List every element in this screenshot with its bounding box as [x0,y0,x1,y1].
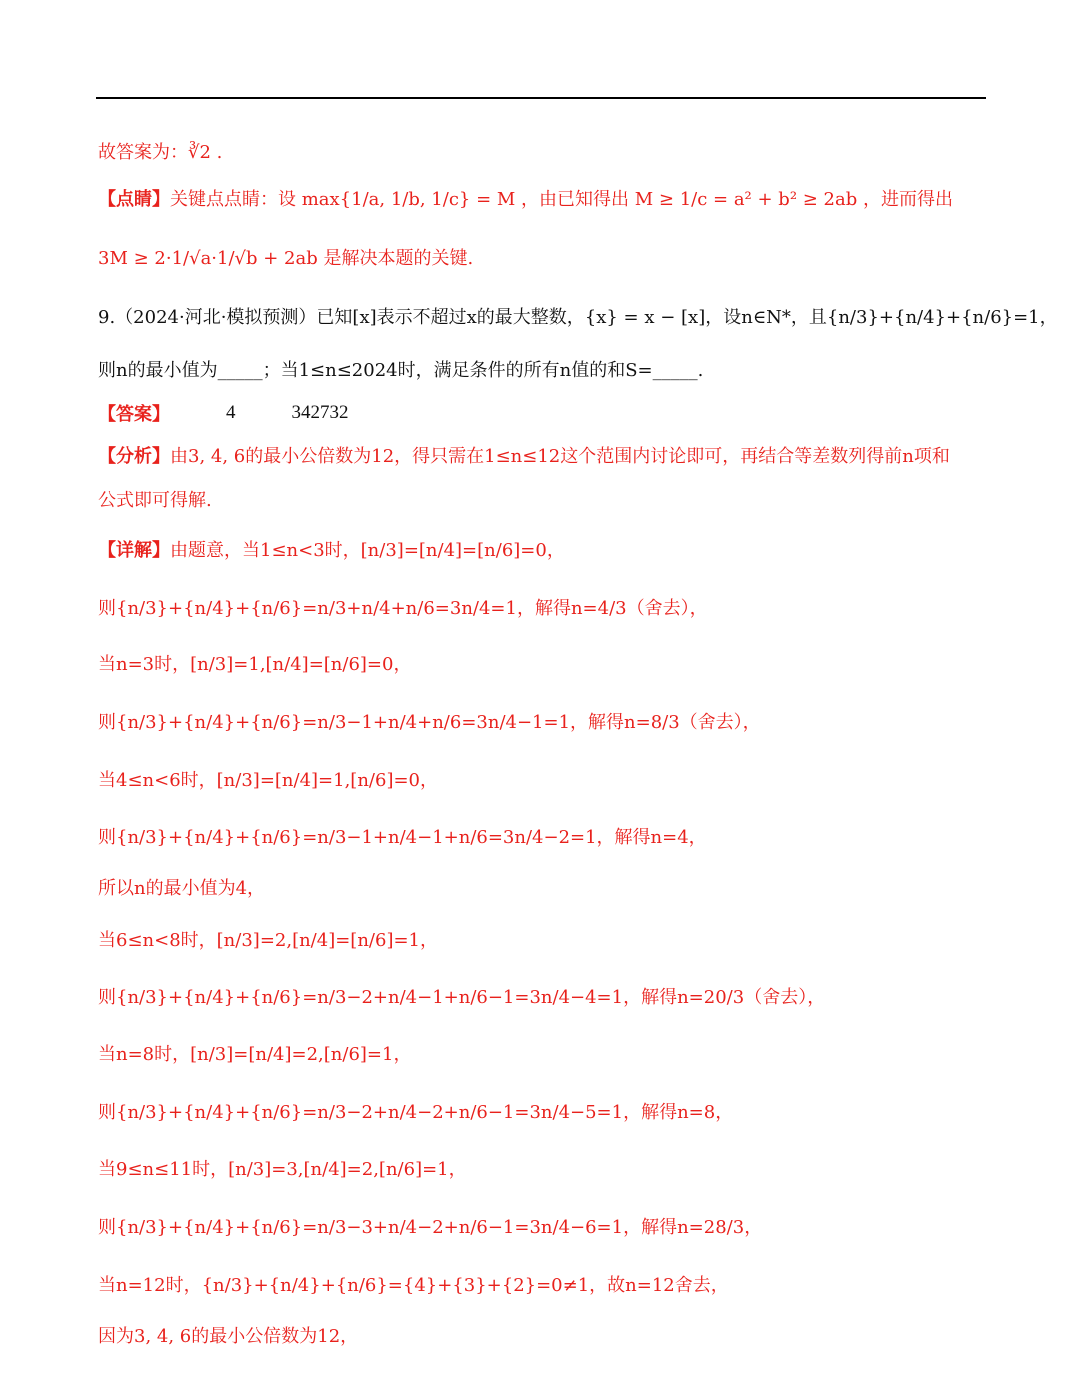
step-7 [98,926,988,952]
line-6-text: 由3, 4, 6的最小公倍数为12，得只需在1≤n≤12这个范围内讨论即可，再结合等差数列得前n项和 [170,446,950,467]
line-18-text: 则{n/3}+{n/4}+{n/6}=n/3−2+n/4−2+n/6−1=3n/4−5=1，解得n=8， [98,1102,734,1123]
question-9-continuation [98,356,988,382]
line-8-text: 由题意，当1≤n<3时，[n/3]=[n/4]=[n/6]=0， [170,540,565,561]
answer-line [98,138,988,164]
step-8 [98,983,988,1009]
line-20-text: 则{n/3}+{n/4}+{n/6}=n/3−3+n/4−2+n/6−1=3n/4−6=1，解得n=28/3， [98,1217,763,1238]
key-point-line [98,185,988,211]
detail-prefix: 【详解】 [98,540,170,561]
key-point-continuation [98,244,988,270]
step-12 [98,1213,988,1239]
line-11-text: 则{n/3}+{n/4}+{n/6}=n/3−1+n/4+n/6=3n/4−1=1，解得n=8/3（舍去）， [98,712,761,733]
line-2-text: 3M ≥ 2·1/√a·1/√b + 2ab 是解决本题的关键. [98,248,474,269]
step-1 [98,594,988,620]
line-16-text: 则{n/3}+{n/4}+{n/6}=n/3−2+n/4−1+n/6−1=3n/4−4=1，解得n=20/3（舍去）， [98,987,826,1008]
answer-1: 4 [226,402,236,423]
line-3-text: 9.（2024·河北·模拟预测）已知[x]表示不超过x的最大整数，{x} = x − [x]，设n∈N*，且{n/3}+{n/4}+{n/6}=1， [98,307,1058,328]
step-3 [98,708,988,734]
step-6 [98,874,988,900]
line-19-text: 当9≤n≤11时，[n/3]=3,[n/4]=2,[n/6]=1， [98,1159,467,1180]
question-9 [98,303,1058,329]
step-4 [98,766,988,792]
line-13-text: 则{n/3}+{n/4}+{n/6}=n/3−1+n/4−1+n/6=3n/4−2=1，解得n=4， [98,827,707,848]
step-2 [98,650,988,676]
step-9 [98,1040,988,1066]
line-9-text: 则{n/3}+{n/4}+{n/6}=n/3+n/4+n/6=3n/4=1，解得n=4/3（舍去）， [98,598,708,619]
step-10 [98,1098,988,1124]
line-14-text: 所以n的最小值为4， [98,878,266,899]
analysis-line [98,442,988,468]
step-5 [98,823,988,849]
answer-2: 342732 [291,402,349,423]
line-22-text: 因为3, 4, 6的最小公倍数为12， [98,1326,359,1347]
answer-prefix: 【答案】 [98,404,170,425]
line-12-text: 当4≤n<6时，[n/3]=[n/4]=1,[n/6]=0， [98,770,438,791]
line-17-text: 当n=8时，[n/3]=[n/4]=2,[n/6]=1， [98,1044,412,1065]
analysis-prefix: 【分析】 [98,446,170,467]
step-13 [98,1271,988,1297]
key-point-prefix: 【点睛】 [98,189,170,210]
line-10-text: 当n=3时，[n/3]=1,[n/4]=[n/6]=0， [98,654,412,675]
line-15-text: 当6≤n<8时，[n/3]=2,[n/4]=[n/6]=1， [98,930,438,951]
answer-section [98,400,988,426]
step-14 [98,1322,988,1348]
line-0-text: 故答案为：∛2 . [98,142,223,163]
line-4-text: 则n的最小值为_____；当1≤n≤2024时，满足条件的所有n值的和S=_____. [98,360,704,381]
header-rule [96,97,986,99]
line-7-text: 公式即可得解. [98,490,212,511]
detail-line [98,536,988,562]
step-11 [98,1155,988,1181]
analysis-continuation [98,486,988,512]
line-1-text: 关键点点睛：设 max{1/a, 1/b, 1/c} = M ，由已知得出 M ≥ 1/c = a² + b² ≥ 2ab ，进而得出 [170,189,953,210]
line-21-text: 当n=12时，{n/3}+{n/4}+{n/6}={4}+{3}+{2}=0≠1，故n=12舍去， [98,1275,729,1296]
